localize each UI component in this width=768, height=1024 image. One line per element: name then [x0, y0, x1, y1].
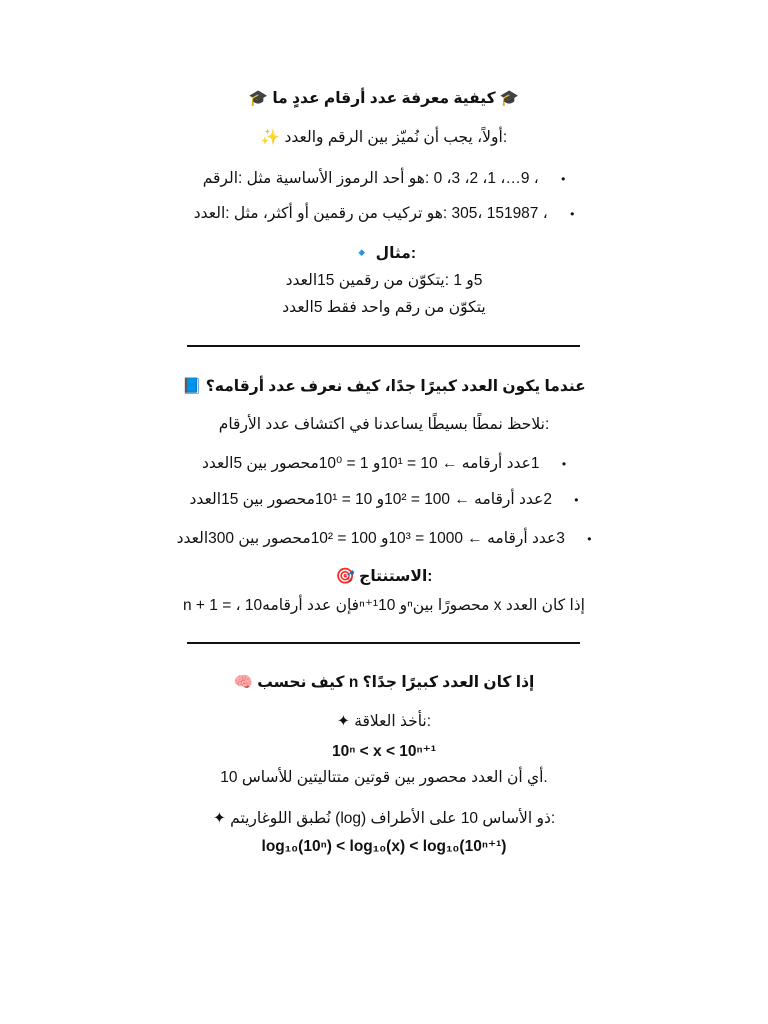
pattern-item-3 — [0, 528, 768, 550]
pattern-text-3: 3عدد أرقامه ← 1000 = 10³و 100 = 10²محصور بين 300العدد — [176, 530, 565, 547]
big-number-heading: عندما يكون العدد كبيرًا جدًا، كيف نعرف عدد أرقامه؟ 📘 — [182, 378, 586, 395]
pattern-text-1: 1عدد أرقامه ← 10 = 10¹و 1 = 10⁰محصور بين 5العدد — [201, 455, 540, 472]
relation-heading: :نأخذ العلاقة ✦ — [336, 713, 432, 730]
number-definition-text: ، 151987 ،305 :هو تركيب من رقمين أو أكثر، مثل :العدد — [193, 205, 548, 222]
list-bullet: • — [561, 457, 567, 471]
list-bullet: • — [587, 532, 592, 546]
divider — [187, 345, 580, 347]
pattern-item-2 — [0, 489, 768, 511]
divider — [187, 642, 580, 644]
number-definition-item — [0, 203, 768, 225]
conclusion-heading: :الاستنتاج 🎯 — [335, 568, 433, 585]
apply-log-text: :ذو الأساس 10 على الأطراف (log) نُطبق اللوغاريتم ✦ — [212, 810, 556, 827]
pattern-intro: :نلاحظ نمطًا بسيطًا يساعدنا في اكتشاف عدد الأرقام — [218, 416, 550, 433]
between-powers-text: .أي أن العدد محصور بين قوتين متتاليتين للأساس 10 — [220, 769, 548, 786]
example-line-1: 5و 1 :يتكوّن من رقمين 15العدد — [285, 272, 483, 289]
intro-line: :أولاً، يجب أن نُميّز بين الرقم والعدد ✨ — [260, 129, 508, 146]
page-title: 🎓 كيفية معرفة عدد أرقام عددٍ ما 🎓 — [248, 90, 520, 107]
log-inequality: log₁₀(10ⁿ) < log₁₀(x) < log₁₀(10ⁿ⁺¹) — [261, 838, 507, 855]
power-inequality: 10ⁿ < x < 10ⁿ⁺¹ — [331, 743, 437, 760]
example-heading: :مثال 🔹 — [352, 245, 416, 262]
pattern-text-2: 2عدد أرقامه ← 100 = 10²و 10 = 10¹محصور بين 15العدد — [189, 491, 552, 508]
digit-definition-item — [0, 168, 768, 190]
list-bullet: • — [574, 493, 579, 507]
digit-definition-text: ، 9…، 1، 2، 3، 0 :هو أحد الرموز الأساسية مثل :الرقم — [202, 170, 539, 187]
large-number-heading: إذا كان العدد كبيرًا جدًا؟ n كيف نحسب 🧠 — [233, 674, 535, 691]
conclusion-text: n + 1 = ، فإن عدد أرقامه10ⁿ⁺¹و 10ⁿمحصورًا بين x إذا كان العدد — [183, 597, 585, 614]
pattern-item-1 — [0, 453, 768, 475]
list-bullet: • — [561, 172, 566, 186]
list-bullet: • — [570, 207, 575, 221]
example-line-2: يتكوّن من رقم واحد فقط 5العدد — [282, 299, 486, 316]
